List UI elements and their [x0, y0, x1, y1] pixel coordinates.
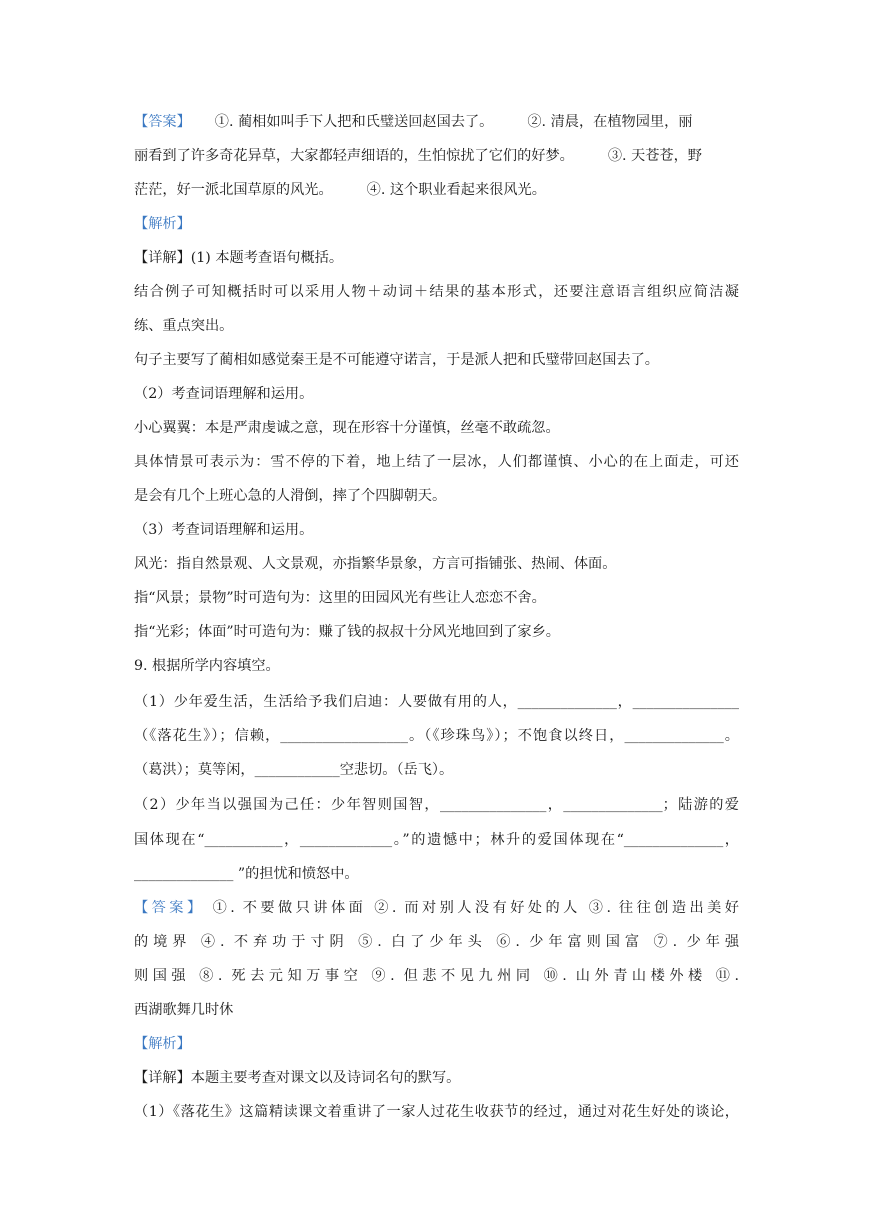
q8-detail-line: 练、重点突出。: [134, 318, 234, 334]
q8-detail-line: 指“风景；景物”时可造句为：这里的田园风光有些让人恋恋不舍。: [134, 590, 546, 606]
answer-item: ⑦. 少年强: [653, 934, 739, 950]
q9-answer-line-4: 西湖歌舞几时休: [134, 1002, 234, 1018]
q9-answer-line-2: [134, 932, 739, 952]
q8-detail-line: 风光：指自然景观、人文景观，亦指繁华景象，方言可指铺张、热闹、体面。: [134, 556, 617, 572]
q9-question-line: （2）少年当以强国为己任：少年智则国智，_______________，______________；陆游的爱: [134, 797, 739, 813]
q8-detail-line: （3）考查词语理解和运用。: [134, 522, 314, 538]
q9-detail-line: 【详解】本题主要考查对课文以及诗词名句的默写。: [134, 1070, 461, 1086]
q8-answer-line-1: [134, 112, 739, 132]
answer-item-3a: ③. 天苍苍，野: [607, 148, 702, 164]
answer-tag: 【答案】: [134, 114, 191, 130]
q8-answer-line-3: [134, 180, 739, 200]
q8-detail-line: 句子主要写了蔺相如感觉秦王是不可能遵守诺言，于是派人把和氏璧带回赵国去了。: [134, 352, 659, 368]
answer-item: ⑧. 死去元知万事空: [199, 968, 363, 984]
q8-detail-line: 具体情景可表示为：雪不停的下着，地上结了一层冰，人们都谨慎、小心的在上面走，可还: [134, 454, 739, 470]
q9-title: 9. 根据所学内容填空。: [134, 658, 280, 674]
q8-answer-line-2: [134, 146, 739, 166]
q8-detail-line: 结合例子可知概括时可以采用人物＋动词＋结果的基本形式，还要注意语言组织应简洁凝: [134, 284, 739, 300]
q8-detail-line: 【详解】(1) 本题考查语句概括。: [134, 250, 344, 266]
answer-item: ①. 不要做只讲体面: [212, 900, 367, 916]
answer-item-1: ①. 蔺相如叫手下人把和氏璧送回赵国去了。: [214, 114, 494, 130]
answer-item: ⑥. 少年富则国富: [496, 934, 645, 950]
q9-question-line: （1）少年爱生活，生活给予我们启迪：人要做有用的人，______________，_______________: [134, 694, 739, 710]
answer-item-2a: ②. 清晨，在植物园里，丽: [527, 114, 693, 130]
answer-item-2b: 丽看到了许多奇花异草，大家都轻声细语的，生怕惊扰了它们的好梦。: [134, 148, 574, 164]
answer-item-4: ④. 这个职业看起来很风光。: [366, 182, 546, 198]
answer-item: 则国强: [134, 968, 191, 984]
q8-analysis-tag: 【解析】: [134, 216, 191, 232]
answer-item: ⑨. 但悲不见九州同: [371, 968, 535, 984]
answer-tag: 【答案】: [134, 900, 205, 916]
answer-item: 的境界: [134, 934, 192, 950]
q9-answer-line-1: [134, 898, 739, 918]
q9-question-line: （《落花生》）；信赖，__________________。（《珍珠鸟》）；不饱食以终日，______________。: [134, 728, 739, 744]
answer-item: ④. 不弃功于寸阴: [200, 934, 349, 950]
answer-item: ②. 而对别人没有好处的人: [374, 900, 581, 916]
q8-detail-line: 是会有几个上班心急的人滑倒，摔了个四脚朝天。: [134, 488, 447, 504]
q8-detail-line: （2）考查词语理解和运用。: [134, 386, 314, 402]
q9-question-line: ______________ ”的担忧和愤怒中。: [134, 866, 359, 882]
answer-item: ⑤. 白了少年头: [358, 934, 487, 950]
q8-detail-line: 小心翼翼：本是严肃虔诚之意，现在形容十分谨慎，丝毫不敢疏忽。: [134, 420, 560, 436]
answer-item: ③. 往往创造出美好: [588, 900, 739, 916]
answer-item-3b: 茫茫，好一派北国草原的风光。: [134, 182, 333, 198]
q9-answer-line-3: [134, 966, 739, 986]
q9-question-line: 国体现在“___________，_____________。”的遗憾中；林升的爱国体现在“______________，: [134, 832, 739, 848]
q8-detail-line: 指“光彩；体面”时可造句为：赚了钱的叔叔十分风光地回到了家乡。: [134, 624, 560, 640]
q9-detail-line: （1）《落花生》这篇精读课文着重讲了一家人过花生收获节的经过，通过对花生好处的谈论，: [134, 1104, 739, 1120]
q9-analysis-tag: 【解析】: [134, 1036, 191, 1052]
answer-item: ⑩. 山外青山楼外楼: [543, 968, 707, 984]
answer-item: ⑪.: [715, 968, 739, 984]
q9-question-line: （葛洪）；莫等闲，____________空悲切。（岳飞）。: [134, 762, 454, 778]
